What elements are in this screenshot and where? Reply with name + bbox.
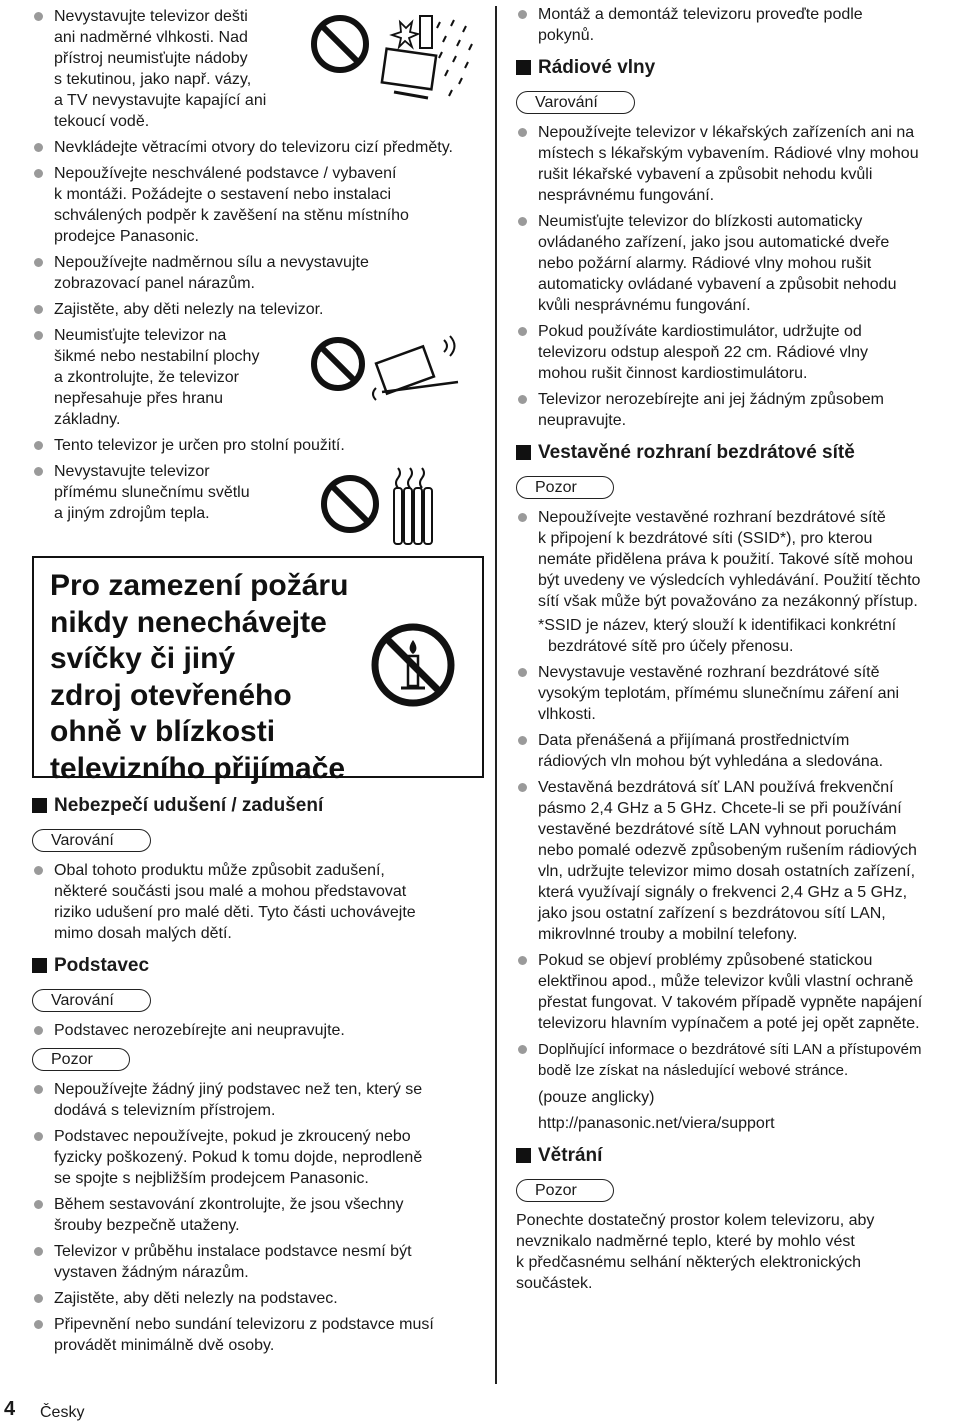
bullet-wlan-info: Doplňující informace o bezdrátové síti LAN a přístupovém bodě lze získat na následující webové stránce.: [516, 1039, 956, 1081]
support-url[interactable]: http://panasonic.net/viera/support: [538, 1115, 775, 1132]
bullet-wlan-data: Data přenášená a přijímaná prostřednictvím rádiových vln mohou být vyhledána a sledována.: [516, 730, 956, 772]
ssid-footnote: *SSID je název, který slouží k identifikaci konkrétní bezdrátové sítě pro účely přenosu.: [538, 617, 897, 655]
warning-label: Varování: [516, 91, 635, 114]
heading-wlan: Vestavěné rozhraní bezdrátové sítě: [516, 441, 956, 465]
caution-label: Pozor: [516, 476, 614, 499]
bullet-mount-instructions: Montáž a demontáž televizoru proveďte podle pokynů.: [516, 4, 956, 46]
bullet-stand-impact: Televizor v průběhu instalace podstavce nesmí být vystaven žádným nárazům.: [32, 1241, 484, 1283]
bullet-radio-medical: Nepoužívejte televizor v lékařských zařízeních ani na místech s lékařským vybavením. Rádiové vlny mohou rušit lékařské vybavení a způsobit nehodu kvůli nesprávnému fungování.: [516, 122, 956, 206]
caution-label: Pozor: [516, 1179, 614, 1202]
bullet-wlan-static: Pokud se objeví problémy způsobené statickou elektřinou apod., může televizor kvůli vlastní ochraně přestat fungovat. V takovém případě vypněte napájení televizoru hlavním vypínačem a poté jej opět zapněte.: [516, 950, 956, 1034]
bullet-stand-no-disassemble: Podstavec nerozebírejte ani neupravujte.: [32, 1020, 484, 1041]
bullet-stand-damaged: Podstavec nepoužívejte, pokud je zkroucený nebo fyzicky poškozený. Pokud k tomu dojde, neprodleně se spojte s nejbližším prodejcem Panasonic.: [32, 1126, 484, 1189]
heading-square: [516, 60, 531, 75]
fire-warning-text: Pro zamezení požáru nikdy nenechávejte svíčky či jiný zdroj otevřeného ohně v blízkosti televizního přijímače: [50, 569, 349, 785]
bullet-stand-screws: Během sestavování zkontrolujte, že jsou všechny šrouby bezpečně utaženy.: [32, 1194, 484, 1236]
bullet-radio-pacemaker: Pokud používáte kardiostimulátor, udržujte od televizoru odstup alespoň 22 cm. Rádiové vlny mohou rušit činnost kardiostimulátoru.: [516, 321, 956, 384]
no-water-icon: [308, 12, 478, 117]
heading-suffocation: Nebezpečí udušení / zadušení: [32, 794, 484, 818]
bullet-water: Nevystavujte televizor dešti ani nadměrné vlhkosti. Nad přístroj neumisťujte nádoby s tekutinou, jako např. vázy, a TV nevystavujte kapající ani tekoucí vodě.: [32, 6, 484, 132]
english-only-note: (pouze anglicky): [538, 1089, 655, 1106]
bullet-table-use: Tento televizor je určen pro stolní použití.: [32, 435, 484, 456]
column-divider: [495, 6, 497, 1384]
bullet-foreign-objects: Nevkládejte větracími otvory do televizoru cizí předměty.: [32, 137, 484, 158]
heading-stand: Podstavec: [32, 954, 484, 978]
bullet-children: Zajistěte, aby děti nelezly na televizor.: [32, 299, 484, 320]
bullet-radio-disassemble: Televizor nerozebírejte ani jej žádným způsobem neupravujte.: [516, 389, 956, 431]
bullet-stand-two-people: Připevnění nebo sundání televizoru z podstavce musí provádět minimálně dvě osoby.: [32, 1314, 484, 1356]
bullet-suffocation: Obal tohoto produktu může způsobit zadušení, některé součásti jsou malé a mohou představovat riziko udušení pro malé děti. Tyto části uchovávejte mimo dosah malých dětí.: [32, 860, 484, 944]
no-heat-icon: [318, 464, 438, 554]
left-column: [32, 6, 484, 1361]
no-tilt-icon: [308, 332, 468, 404]
bullet-heat: Nevystavujte televizor přímému slunečnímu světlu a jiným zdrojům tepla.: [32, 461, 484, 524]
warning-label: Varování: [32, 989, 151, 1012]
bullet-wlan-frequency: Vestavěná bezdrátová síť LAN používá frekvenční pásmo 2,4 GHz a 5 GHz. Chcete-li se při používání vestavěné bezdrátové sítě LAN vyhnout poruchám nebo pomalé odezvě způsobeným rušením rádiových vln, udržujte televizor mimo dosah ostatních zařízení, která využívají signály o frekvenci 2,4 GHz a 5 GHz, jako jsou ostatní zařízení s bezdrátovou sítí LAN, mikrovlnné trouby a mobilní telefony.: [516, 777, 956, 945]
bullet-tilt: Neumisťujte televizor na šikmé nebo nestabilní plochy a zkontrolujte, že televizor nepřesahuje přes hranu základny.: [32, 325, 484, 430]
bullet-wlan-temperature: Nevystavuje vestavěné rozhraní bezdrátové sítě vysokým teplotám, přímému slunečnímu záření ani vlhkosti.: [516, 662, 956, 725]
bullet-stand-children: Zajistěte, aby děti nelezly na podstavec.: [32, 1288, 484, 1309]
heading-square: [32, 798, 47, 813]
warning-label: Varování: [32, 829, 151, 852]
bullet-force: Nepoužívejte nadměrnou sílu a nevystavujte zobrazovací panel nárazům.: [32, 252, 484, 294]
heading-square: [32, 958, 47, 973]
bullet-mounting: Nepoužívejte neschválené podstavce / vybavení k montáži. Požádejte o sestavení nebo instalaci schválených podpěr k zavěšení na stěnu místního prodejce Panasonic.: [32, 163, 484, 247]
bullet-stand-other: Nepoužívejte žádný jiný podstavec než ten, který se dodává s televizním přístrojem.: [32, 1079, 484, 1121]
right-column: [516, 4, 956, 1299]
fire-warning-box: [32, 556, 484, 785]
ventilation-text: Ponechte dostatečný prostor kolem televizoru, aby nevznikalo nadměrné teplo, které by mohlo vést k předčasnému selhání některých elektronických součástek.: [516, 1212, 875, 1292]
caution-label: Pozor: [32, 1048, 130, 1071]
bullet-radio-automatic: Neumisťujte televizor do blízkosti automaticky ovládaného zařízení, jako jsou automatické dveře nebo požární alarmy. Rádiové vlny mohou rušit automaticky ovládané vybavení a způsobit nehodu kvůli nesprávnému fungování.: [516, 211, 956, 316]
page-language: Česky: [40, 1404, 85, 1421]
no-candle-icon: [368, 620, 458, 710]
heading-square: [516, 1148, 531, 1163]
heading-ventilation: Větrání: [516, 1144, 956, 1168]
page-number: 4: [4, 1398, 16, 1420]
bullet-wlan-unauthorized: Nepoužívejte vestavěné rozhraní bezdrátové sítě k připojení k bezdrátové síti (SSID*), pro kterou nemáte přidělena práva k použití. Takové sítě mohou být uvedeny ve výsledcích vyhledávání. Použití těchto sítí však může být považováno za nezákonný přístup.: [516, 507, 956, 612]
heading-square: [516, 445, 531, 460]
heading-radio: Rádiové vlny: [516, 56, 956, 80]
